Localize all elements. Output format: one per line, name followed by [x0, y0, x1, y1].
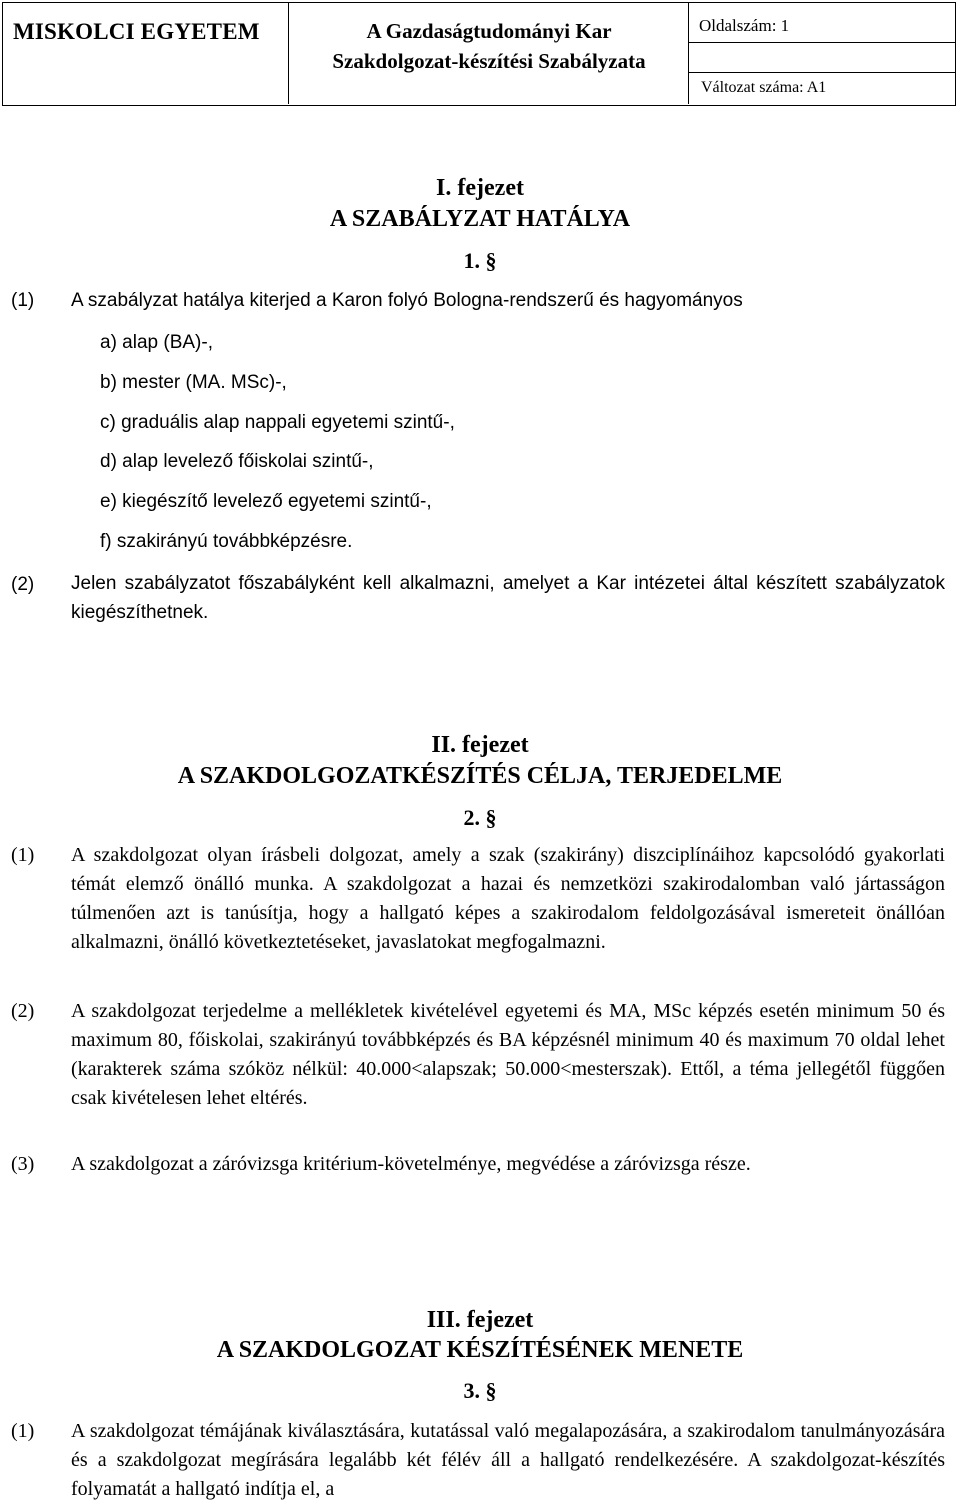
page-number: Oldalszám: 1 — [699, 16, 790, 35]
paragraph-text: A szakdolgozat témájának kiválasztására, kutatással való megalapozására, a szakirodalom tanulmányozására és a szakdolgozat megírására legalább két félév áll a hallgató rendelkezésére. A szakdolgozat-készítés folyamatát a hallgató indítja el, a — [71, 1420, 945, 1500]
paragraph-text: Jelen szabályzatot főszabályként kell alkalmazni, amelyet a Kar intézetei által készített szabályzatok kiegészíthetnek. — [71, 573, 945, 623]
section-1-heading: 1. § — [463, 248, 497, 273]
university-name: MISKOLCI EGYETEM — [13, 19, 260, 44]
document-header — [2, 2, 956, 106]
section-2-heading: 2. § — [463, 805, 497, 830]
paragraph-label: (2) — [11, 574, 35, 595]
paragraph-text: A szakdolgozat olyan írásbeli dolgozat, amely a szak (szakirány) diszciplínáihoz kapcsolódó gyakorlati témát elemző önálló munka. A szakdolgozat a hazai és nemzetközi szakirodalomban való jártasságon túlmenően azt is tanúsítja, hogy a hallgató képes a szakirodalom feldolgozásával ismereteit önállóan alkalmazni, önálló következtetéseket, javaslatokat megfogalmazni. — [71, 844, 945, 953]
faculty-name: A Gazdaságtudományi Kar — [366, 19, 612, 43]
paragraph-label: (3) — [11, 1153, 35, 1175]
chapter-2-number: II. fejezet — [431, 732, 529, 758]
paragraph-text: A szakdolgozat a záróvizsga kritérium-követelménye, megvédése a záróvizsga része. — [71, 1153, 751, 1175]
chapter-3-title: A SZAKDOLGOZAT KÉSZÍTÉSÉNEK MENETE — [216, 1337, 744, 1363]
paragraph-label: (1) — [11, 1420, 35, 1442]
version-number: Változat száma: A1 — [701, 79, 827, 96]
paragraph-label: (1) — [11, 844, 35, 866]
chapter-1-number: I. fejezet — [436, 175, 524, 201]
header-university-cell — [3, 3, 289, 104]
paragraph-label: (2) — [11, 1000, 35, 1022]
chapter-1-title: A SZABÁLYZAT HATÁLYA — [329, 206, 631, 232]
header-meta-cell — [689, 3, 955, 104]
version-row — [689, 73, 955, 104]
header-faculty-cell — [289, 3, 689, 104]
list-item: b) mester (MA. MSc)-, — [100, 372, 287, 393]
paragraph-text: A szakdolgozat terjedelme a mellékletek kivételével egyetemi és MA, MSc képzés esetén minimum 50 és maximum 80, főiskolai, szakirányú továbbképzés és BA képzésnél minimum 40 és maximum 70 oldal lehet (karakterek száma szóköz nélkül: 40.000<alapszak; 50.000<mesterszak). Ettől, a téma jellegétől függően csak kivételesen lehet eltérés. — [71, 1000, 945, 1109]
paragraph-label: (1) — [11, 290, 35, 311]
chapter-2-title: A SZAKDOLGOZATKÉSZÍTÉS CÉLJA, TERJEDELME — [177, 763, 783, 789]
list-item: d) alap levelező főiskolai szintű-, — [100, 451, 374, 472]
list-item: e) kiegészítő levelező egyetemi szintű-, — [100, 491, 432, 512]
document-title: Szakdolgozat-készítési Szabályzata — [332, 49, 646, 73]
list-item: c) graduális alap nappali egyetemi szintű-, — [100, 412, 455, 433]
paragraph-text: A szabályzat hatálya kiterjed a Karon folyó Bologna-rendszerű és hagyományos — [71, 290, 743, 311]
list-item: a) alap (BA)-, — [100, 332, 213, 353]
empty-meta-row — [689, 43, 955, 73]
section-3-heading: 3. § — [463, 1378, 497, 1403]
page-number-row — [689, 3, 955, 43]
chapter-3-number: III. fejezet — [426, 1307, 534, 1333]
list-item: f) szakirányú továbbképzésre. — [100, 531, 353, 552]
